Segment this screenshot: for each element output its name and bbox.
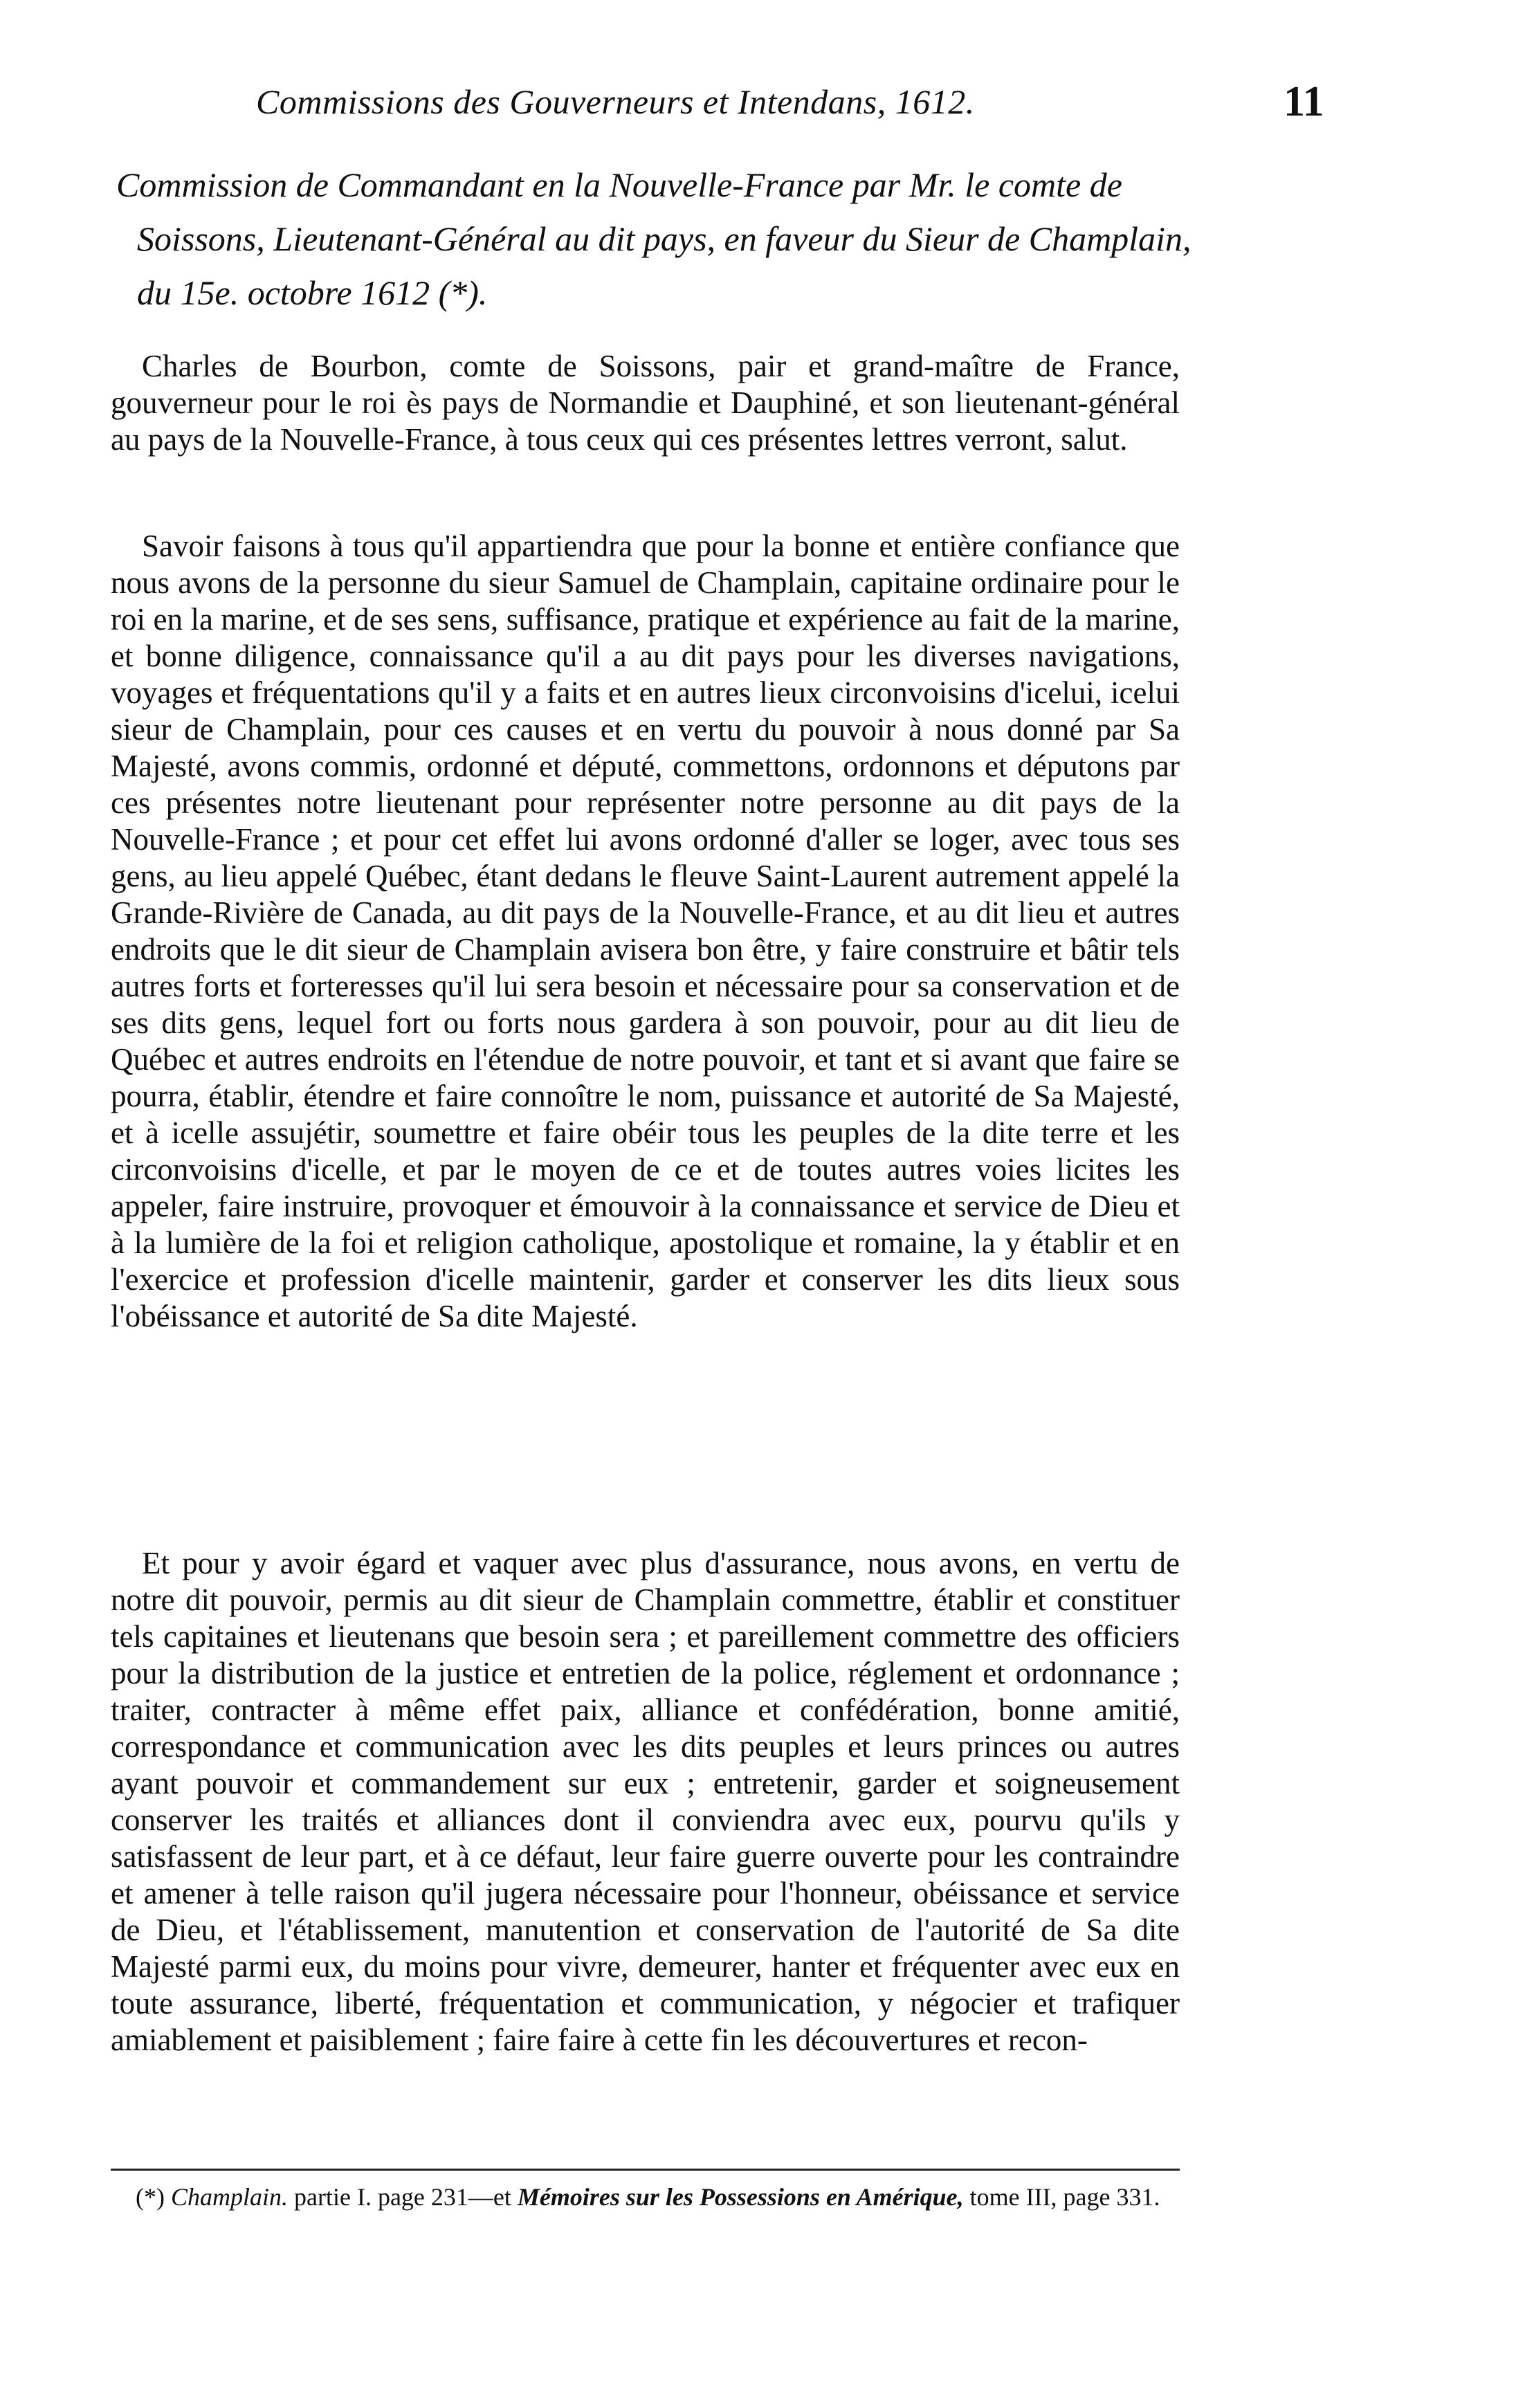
paragraph-2: Savoir faisons à tous qu'il appartiendra que pour la bonne et entière confiance que nous avons de la personne du sieur Samuel de Champlain, capitaine ordinaire pour le roi en la marine, et de ses sens, suffisance, pratique et expérience au fait de la marine, et bonne diligence, connaissance qu'il a au dit pays pour les diverses navigations, voyages et fréquentations qu'il y a faits et en autres lieux circonvoisins d'icelui, icelui sieur de Champlain, pour ces causes et en vertu du pouvoir à nous donné par Sa Majesté, avons commis, ordonné et député, commettons, ordonnons et députons par ces présentes notre lieutenant pour représenter notre personne au dit pays de la Nouvelle-France ; et pour cet effet lui avons ordonné d'aller se loger, avec tous ses gens, au lieu appelé Québec, étant dedans le fleuve Saint-Laurent autrement appelé la Grande-Rivière de Canada, au dit pays de la Nouvelle-France, et au dit lieu et autres endroits que le dit sieur de Champlain avisera bon être, y faire construire et bâtir tels autres forts et forteresses qu'il lui sera besoin et nécessaire pour sa conservation et de ses dits gens, lequel fort ou forts nous gardera à son pouvoir, pour au dit lieu de Québec et autres endroits en l'étendue de notre pouvoir, et tant et si avant que faire se pourra, établir, étendre et faire connoître le nom, puissance et autorité de Sa Majesté, et à icelle assujétir, soumettre et faire obéir tous les peuples de la dite terre et les circonvoisins d'icelle, et par le moyen de ce et de toutes autres voies licites les appeler, faire instruire, provoquer et émouvoir à la connaissance et service de Dieu et à la lumière de la foi et religion catholique, apostolique et romaine, la y établir et en l'exercice et profession d'icelle maintenir, garder et conserver les dits lieux sous l'obéissance et autorité de Sa dite Majesté. bbox=[111, 529, 1180, 1333]
footnote-rule bbox=[111, 2169, 1180, 2171]
paragraph-3: Et pour y avoir égard et vaquer avec plus d'assurance, nous avons, en vertu de notre dit pouvoir, permis au dit sieur de Champlain commettre, établir et constituer tels capitaines et lieutenans que besoin sera ; et pareillement commettre des officiers pour la distribution de la justice et entretien de la police, réglement et ordonnance ; traiter, contracter à même effet paix, alliance et confédération, bonne amitié, correspondance et communication avec les dits peuples et leurs princes ou autres ayant pouvoir et commandement sur eux ; entretenir, garder et soigneusement conserver les traités et alliances dont il conviendra avec eux, pourvu qu'ils y satisfassent de leur part, et à ce défaut, leur faire guerre ouverte pour les contraindre et amener à telle raison qu'il jugera nécessaire pour l'honneur, obéissance et service de Dieu, et l'établissement, manutention et conservation de l'autorité de Sa dite Majesté parmi eux, du moins pour vivre, demeurer, hanter et fréquenter avec eux en toute assurance, liberté, fréquentation et communication, y négocier et trafiquer amiablement et paisiblement ; faire faire à cette fin les découvertures et recon- bbox=[111, 1546, 1180, 2057]
paragraph-1: Charles de Bourbon, comte de Soissons, pair et grand-maître de France, gouverneur pour le roi ès pays de Normandie et Dauphiné, et son lieutenant-général au pays de la Nouvelle-France, à tous ceux qui ces présentes lettres verront, salut. bbox=[111, 349, 1180, 457]
footnote-source-1: Champlain. bbox=[170, 2183, 288, 2211]
page-number: 11 bbox=[1284, 78, 1324, 125]
footnote bbox=[101, 2184, 1180, 2210]
footnote-ref-1: partie I. page 231—et bbox=[294, 2183, 511, 2211]
footnote-source-2: Mémoires sur les Possessions en Amérique, bbox=[517, 2183, 964, 2211]
footnote-marker: (*) bbox=[136, 2183, 165, 2211]
running-head: Commissions des Gouverneurs et Intendans, 1612. bbox=[256, 82, 975, 121]
section-title: Commission de Commandant en la Nouvelle-France par Mr. le comte de Soissons, Lieutenant-Général au dit pays, en faveur du Sieur de Champlain, du 15e. octobre 1612 (*). bbox=[116, 165, 1191, 312]
footnote-ref-2: tome III, page 331. bbox=[969, 2183, 1160, 2211]
